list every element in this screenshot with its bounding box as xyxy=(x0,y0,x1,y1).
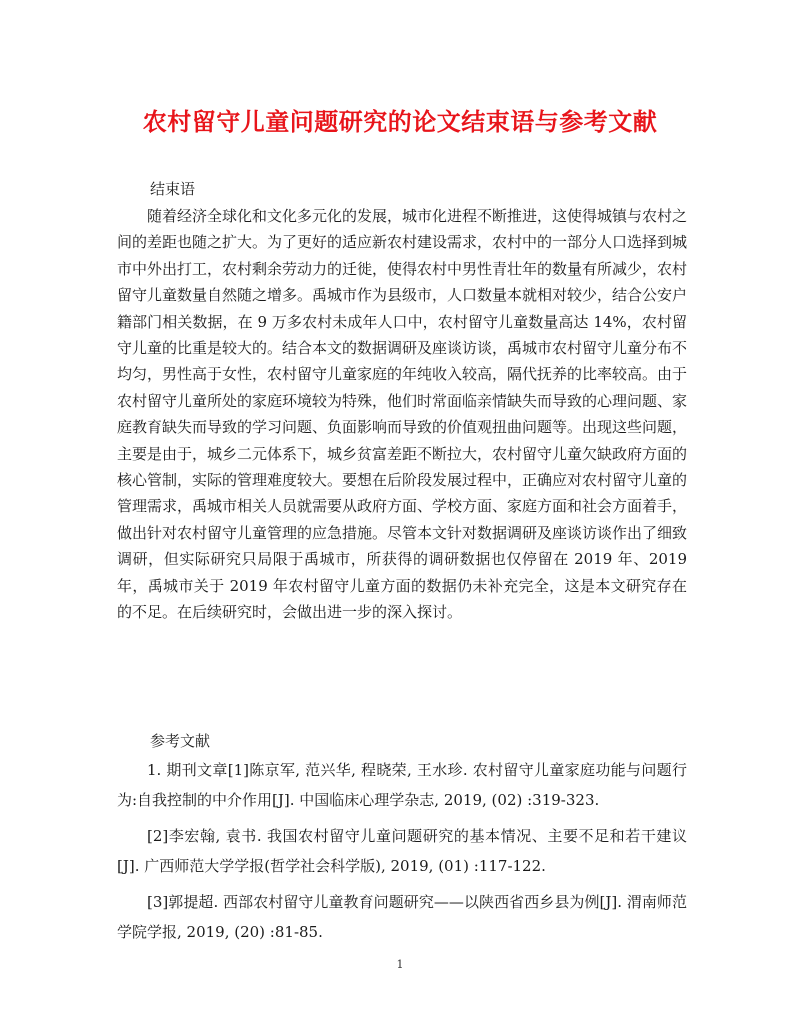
reference-item-3: [3]郭提超. 西部农村留守儿童教育问题研究——以陕西省西乡县为例[J]. 渭南师范学院学报, 2019, (20) :81-85. xyxy=(117,893,687,941)
conclusion-heading: 结束语 xyxy=(150,180,196,198)
conclusion-body xyxy=(117,203,687,626)
reference-item-2: [2]李宏翰, 袁书. 我国农村留守儿童问题研究的基本情况、主要不足和若干建议[J]. 广西师范大学学报(哲学社会科学版), 2019, (01) :117-122. xyxy=(117,827,687,875)
references-heading: 参考文献 xyxy=(150,732,211,750)
document-title: 农村留守儿童问题研究的论文结束语与参考文献 xyxy=(142,107,658,136)
references-list xyxy=(117,755,687,953)
conclusion-paragraph: 随着经济全球化和文化多元化的发展，城市化进程不断推进，这使得城镇与农村之间的差距也随之扩大。为了更好的适应新农村建设需求，农村中的一部分人口选择到城市中外出打工，农村剩余劳动力的迁徙，使得农村中男性青壮年的数量有所减少，农村留守儿童数量自然随之增多。禹城市作为县级市，人口数量本就相对较少，结合公安户籍部门相关数据，在 9 万多农村未成年人口中，农村留守儿童数量高达 14%，农村留守儿童的比重是较大的。结合本文的数据调研及座谈访谈，禹城市农村留守儿童分布不均匀，男性高于女性，农村留守儿童家庭的年纯收入较高，隔代抚养的比率较高。由于农村留守儿童所处的家庭环境较为特殊，他们时常面临亲情缺失而导致的心理问题、家庭教育缺失而导致的学习问题、负面影响而导致的价值观扭曲问题等。出现这些问题，主要是由于，城乡二元体系下，城乡贫富差距不断拉大，农村留守儿童欠缺政府方面的核心管制，实际的管理难度较大。要想在后阶段发展过程中，正确应对农村留守儿童的管理需求，禹城市相关人员就需要从政府方面、学校方面、家庭方面和社会方面着手，做出针对农村留守儿童管理的应急措施。尽管本文针对数据调研及座谈访谈作出了细致调研，但实际研究只局限于禹城市，所获得的调研数据也仅停留在 2019 年、2019 年，禹城市关于 2019 年农村留守儿童方面的数据仍未补充完全，这是本文研究存在的不足。在后续研究时，会做出进一步的深入探讨。 xyxy=(117,207,688,622)
reference-item-1: 1. 期刊文章[1]陈京军, 范兴华, 程晓荣, 王水珍. 农村留守儿童家庭功能与问题行为:自我控制的中介作用[J]. 中国临床心理学杂志, 2019, (02) :319-323. xyxy=(117,761,687,809)
page-number: 1 xyxy=(396,958,404,971)
